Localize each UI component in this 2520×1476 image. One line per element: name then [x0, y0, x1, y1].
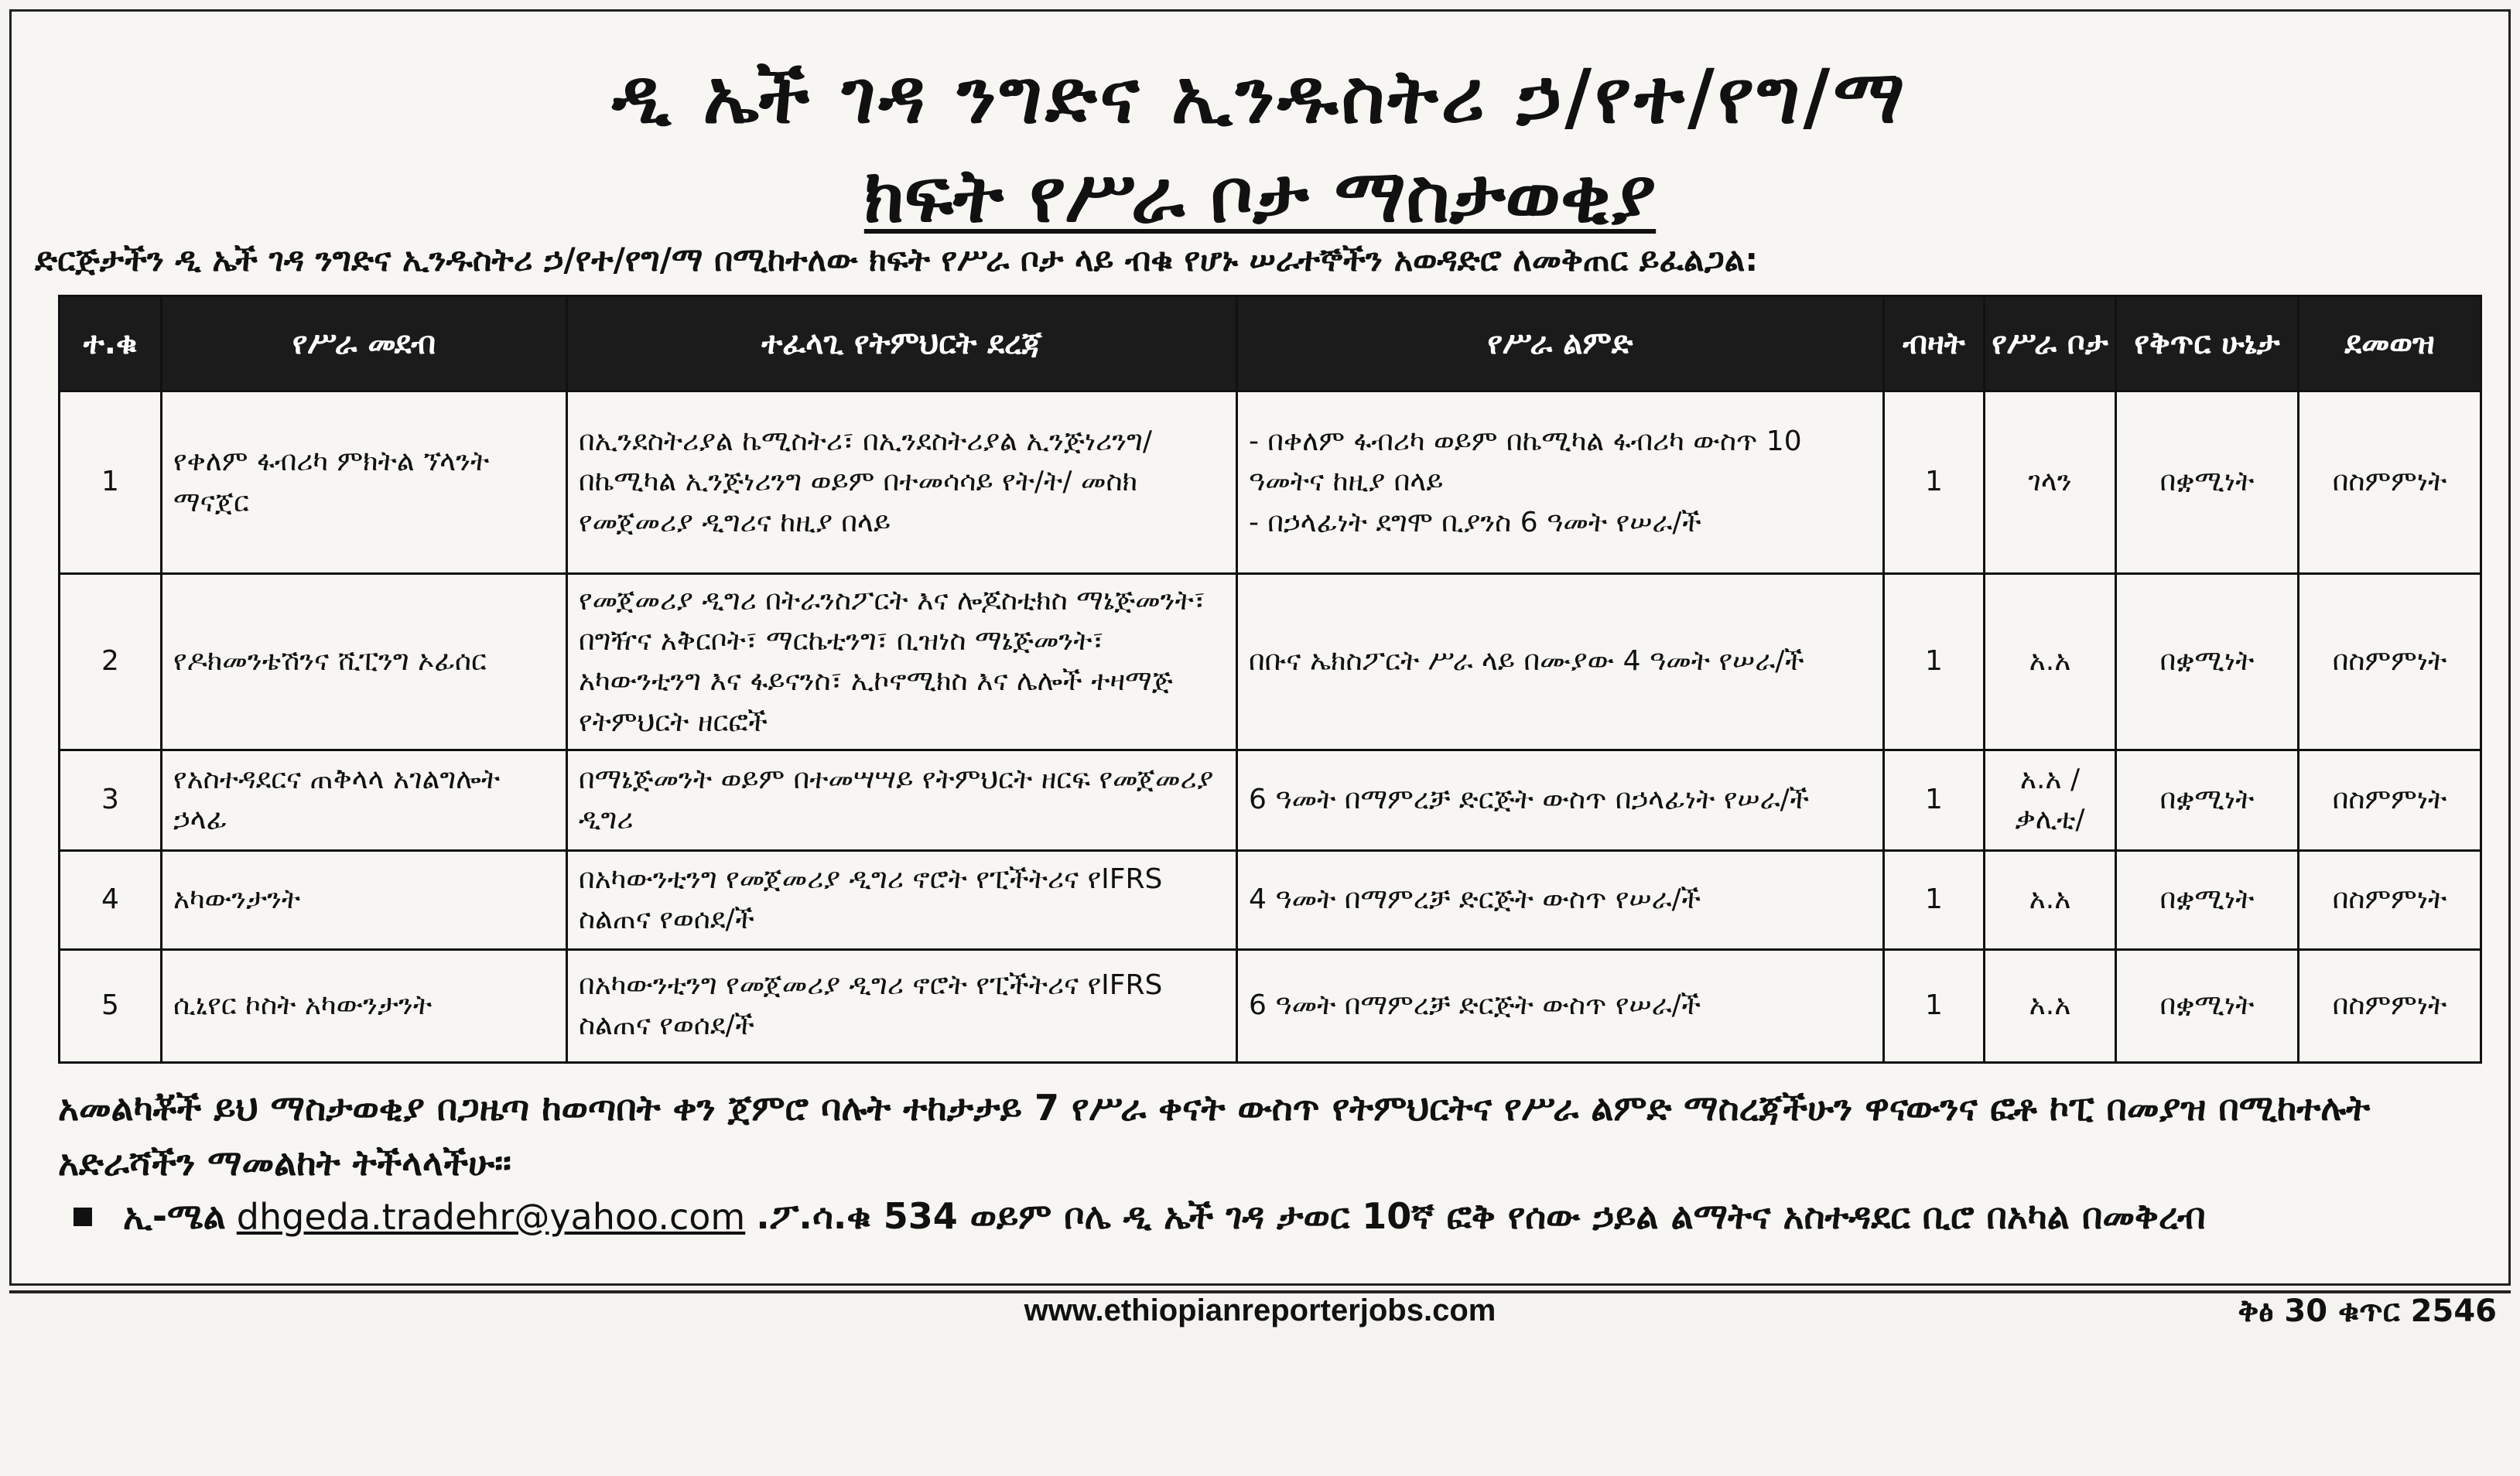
row-salary: በስምምነት	[2299, 574, 2481, 750]
experience-line: 6 ዓመት በማምረቻ ድርጅት ውስጥ በኃላፊነት የሠራ/ች	[1249, 784, 1810, 816]
square-bullet-icon	[74, 1208, 92, 1226]
row-education: የመጀመሪያ ዲግሪ በትራንስፖርት እና ሎጆስቲክስ ማኔጅመንት፣ በግዥና አቅርቦት፣ ማርኬቲንግ፣ ቢዝነስ ማኔጅመንት፣ አካውንቲንግ እና ፋይናንስ፣ ኢኮኖሚክስ እና ሌሎች ተዛማጅ የትምህርት ዘርፎች	[567, 574, 1237, 750]
row-quantity: 1	[1884, 391, 1985, 574]
row-employment-type: በቋሚነት	[2116, 391, 2299, 574]
row-salary: በስምምነት	[2299, 391, 2481, 574]
row-employment-type: በቋሚነት	[2116, 750, 2299, 850]
contact-line	[74, 1195, 2477, 1239]
row-position: የዶክመንቴሽንና ሺፒንግ ኦፊሰር	[162, 574, 567, 750]
row-position: ሲኒየር ኮስት አካውንታንት	[162, 949, 567, 1062]
row-number: 4	[60, 850, 162, 949]
row-position: የቀለም ፋብሪካ ምክትል ኘላንት ማናጀር	[162, 391, 567, 574]
row-quantity: 1	[1884, 850, 1985, 949]
job-advertisement	[9, 9, 2511, 1286]
header-work-place: የሥራ ቦታ	[1985, 296, 2116, 391]
postal-address: .ፖ.ሳ.ቁ 534 ወይም ቦሌ ዲ ኤች ገዳ ታወር 10ኛ ፎቅ የሰው ኃይል ልማትና አስተዳደር ቢሮ በአካል በመቅረብ	[756, 1195, 2206, 1237]
row-employment-type: በቋሚነት	[2116, 949, 2299, 1062]
row-number: 2	[60, 574, 162, 750]
row-salary: በስምምነት	[2299, 850, 2481, 949]
header-position: የሥራ መደብ	[162, 296, 567, 391]
row-number: 1	[60, 391, 162, 574]
row-experience	[1237, 949, 1884, 1062]
row-experience	[1237, 391, 1884, 574]
row-work-place: አ.አ	[1985, 949, 2116, 1062]
row-quantity: 1	[1884, 574, 1985, 750]
vacancy-heading	[12, 152, 2508, 239]
row-employment-type: በቋሚነት	[2116, 850, 2299, 949]
row-number: 5	[60, 949, 162, 1062]
header-quantity: ብዛት	[1884, 296, 1985, 391]
row-number: 3	[60, 750, 162, 850]
row-salary: በስምምነት	[2299, 750, 2481, 850]
experience-line: 6 ዓመት በማምረቻ ድርጅት ውስጥ የሠራ/ች	[1249, 989, 1701, 1022]
table-row	[60, 949, 2481, 1062]
company-name: ዲ ኤች ገዳ ንግድና ኢንዱስትሪ ኃ/የተ/የግ/ማ	[612, 53, 1908, 140]
row-position: የአስተዳደርና ጠቅላላ አገልግሎት ኃላፊ	[162, 750, 567, 850]
email-label: ኢ-ሜል	[123, 1195, 226, 1237]
row-education: በአካውንቲንግ የመጀመሪያ ዲግሪ ኖሮት የፒችትሪና የIFRS ስልጠና የወሰደ/ች	[567, 850, 1237, 949]
row-experience	[1237, 574, 1884, 750]
row-work-place: አ.አ	[1985, 850, 2116, 949]
header-experience: የሥራ ልምድ	[1237, 296, 1884, 391]
table-row	[60, 850, 2481, 949]
intro-text: ድርጅታችን ዲ ኤች ገዳ ንግድና ኢንዱስትሪ ኃ/የተ/የግ/ማ በሚከተለው ክፍት የሥራ ቦታ ላይ ብቁ የሆኑ ሠራተኞችን አወዳድሮ ለመቅጠር ይፈልጋል:	[35, 241, 1759, 278]
footer-website-link[interactable]: www.ethiopianreporterjobs.com	[1024, 1293, 1496, 1327]
application-instructions: አመልካቾች ይህ ማስታወቂያ በጋዜጣ ከወጣበት ቀን ጀምሮ ባሉት ተከታታይ 7 የሥራ ቀናት ውስጥ የትምህርትና የሥራ ልምድ ማስረጃችሁን ዋናውንና ፎቶ ኮፒ በመያዝ በሚከተሉት አድራሻችን ማመልከት ትችላላችሁ፡፡	[58, 1087, 2371, 1184]
issue-number: ቅፅ 30 ቁጥር 2546	[2238, 1293, 2497, 1329]
experience-line: - በኃላፊነት ደግሞ ቢያንስ 6 ዓመት የሠራ/ች	[1249, 506, 1701, 538]
table-row	[60, 391, 2481, 574]
row-education: በኢንደስትሪያል ኬሚስትሪ፣ በኢንደስትሪያል ኢንጅነሪንግ/በኬሚካል ኢንጅነሪንግ ወይም በተመሳሳይ የት/ት/ መስክ የመጀመሪያ ዲግሪና ከዚያ በላይ	[567, 391, 1237, 574]
table-header-row	[60, 296, 2481, 391]
row-work-place: አ.አ	[1985, 574, 2116, 750]
email-link[interactable]: dhgeda.tradehr@yahoo.com	[236, 1196, 746, 1238]
row-experience	[1237, 850, 1884, 949]
experience-line: 4 ዓመት በማምረቻ ድርጅት ውስጥ የሠራ/ች	[1249, 883, 1701, 916]
row-work-place: ገላን	[1985, 391, 2116, 574]
row-quantity: 1	[1884, 949, 1985, 1062]
header-education: ተፈላጊ የትምህርት ደረጃ	[567, 296, 1237, 391]
experience-line: በቡና ኤክስፖርት ሥራ ላይ በሙያው 4 ዓመት የሠራ/ች	[1249, 645, 1804, 678]
experience-line: - በቀለም ፋብሪካ ወይም በኬሚካል ፋብሪካ ውስጥ 10 ዓመትና ከዚያ በላይ	[1249, 425, 1802, 498]
row-experience	[1237, 750, 1884, 850]
row-work-place: አ.አ / ቃሊቲ/	[1985, 750, 2116, 850]
row-position: አካውንታንት	[162, 850, 567, 949]
header-employment-type: የቅጥር ሁኔታ	[2116, 296, 2299, 391]
header-number: ተ.ቁ	[60, 296, 162, 391]
row-education: በአካውንቲንግ የመጀመሪያ ዲግሪ ኖሮት የፒችትሪና የIFRS ስልጠና የወሰደ/ች	[567, 949, 1237, 1062]
row-employment-type: በቋሚነት	[2116, 574, 2299, 750]
table-row	[60, 750, 2481, 850]
vacancy-heading-text: ክፍት የሥራ ቦታ ማስታወቂያ	[863, 152, 1657, 239]
vacancy-table	[58, 295, 2482, 1064]
table-row	[60, 574, 2481, 750]
row-quantity: 1	[1884, 750, 1985, 850]
header-salary: ደመወዝ	[2299, 296, 2481, 391]
row-education: በማኔጅመንት ወይም በተመሣሣይ የትምህርት ዘርፍ የመጀመሪያ ዲግሪ	[567, 750, 1237, 850]
row-salary: በስምምነት	[2299, 949, 2481, 1062]
